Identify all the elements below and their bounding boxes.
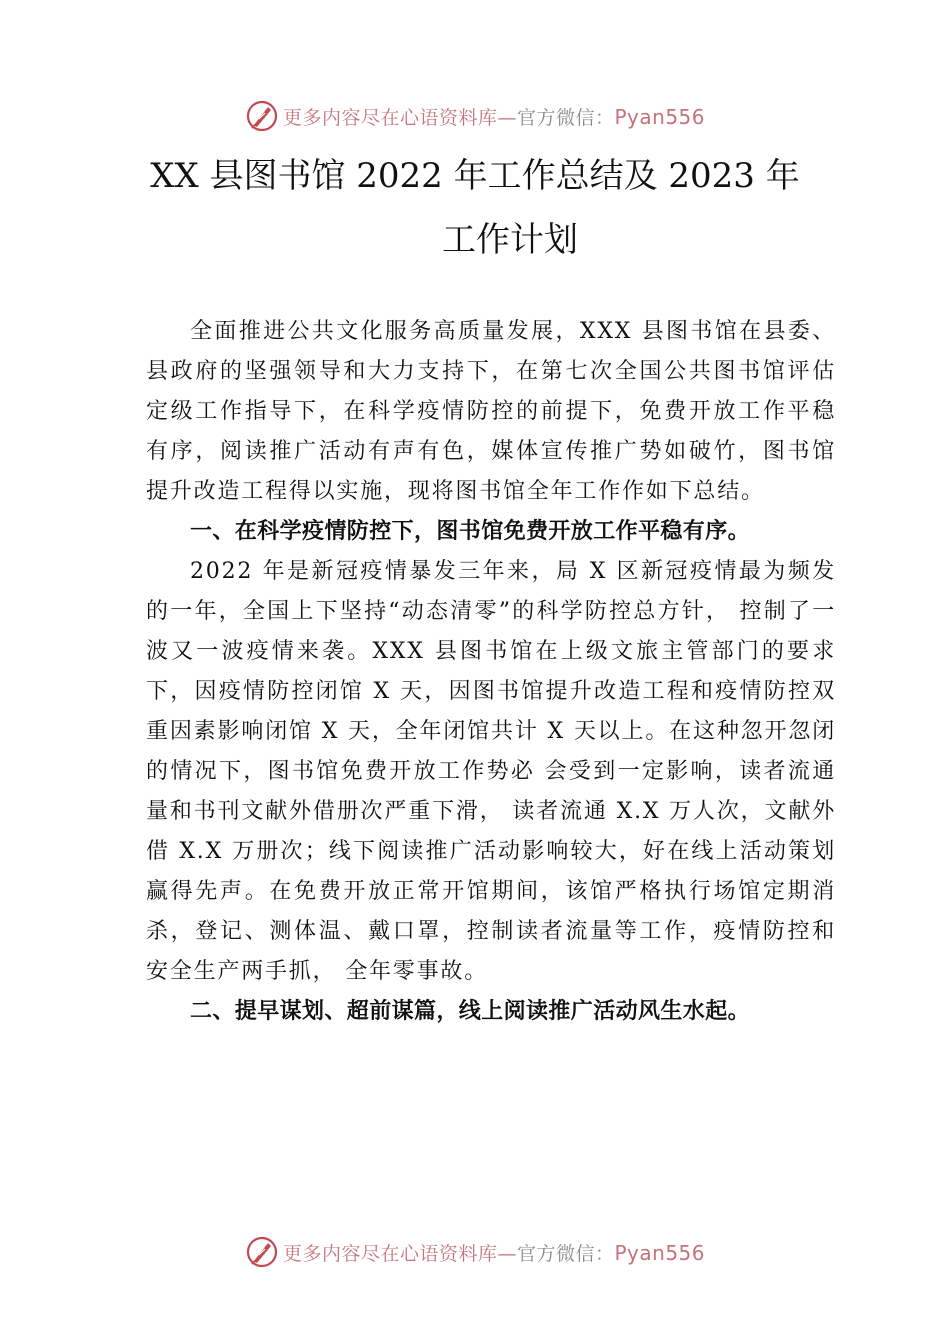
watermark-dash: — (497, 106, 517, 129)
watermark-wechat-id: Pyan556 (614, 1240, 706, 1265)
section-1-heading: 一、在科学疫情防控下，图书馆免费开放工作平稳有序。 (190, 519, 751, 544)
footer-watermark (0, 1232, 950, 1272)
watermark-group (245, 1235, 705, 1269)
watermark-text (283, 103, 705, 130)
watermark-brand: 更多内容尽在心语资料库 (282, 106, 498, 129)
header-watermark (0, 96, 950, 136)
watermark-label: 官方微信： (516, 106, 615, 129)
watermark-label: 官方微信： (516, 1242, 615, 1265)
section-1-paragraph: 2022 年是新冠疫情暴发三年来，局 X 区新冠疫情最为频发的一年，全国上下坚持“动态清零”的科学防控总方针， 控制了一波又一波疫情来袭。XXX 县图书馆在上级文旅主管部门的要求下，因疫情防控闭馆 X 天，因图书馆提升改造工程和疫情防控双重因素影响闭馆 X 天，全年闭馆共计 X 天以上。在这种忽开忽闭的情况下，图书馆免费开放工作势必 会受到一定影响，读者流通量和书刊文献外借册次严重下滑， 读者流通 X.X 万人次，文献外借 X.X 万册次；线下阅读推广活动影响较大，好在线上活动策划赢得先声。在免费开放正常开馆期间，该馆严格执行场馆定期消杀，登记、测体温、戴口罩，控制读者流量等工作，疫情防控和安全生产两手抓， 全年零事故。 (146, 559, 836, 984)
quill-pen-logo-icon (245, 1235, 279, 1269)
document-title-line-2: 工作计划 (442, 220, 578, 260)
section-2-heading: 二、提早谋划、超前谋篇，线上阅读推广活动风生水起。 (190, 999, 751, 1024)
quill-pen-logo-icon (245, 99, 279, 133)
watermark-group (245, 99, 705, 133)
intro-paragraph: 全面推进公共文化服务高质量发展，XXX 县图书馆在县委、县政府的坚强领导和大力支持下，在第七次全国公共图书馆评估定级工作指导下，在科学疫情防控的前提下，免费开放工作平稳有序，阅读推广活动有声有色，媒体宣传推广势如破竹，图书馆提升改造工程得以实施，现将图书馆全年工作作如下总结。 (146, 319, 836, 504)
watermark-dash: — (497, 1242, 517, 1265)
watermark-brand: 更多内容尽在心语资料库 (282, 1242, 498, 1265)
document-title-line-1: XX 县图书馆 2022 年工作总结及 2023 年 (150, 156, 800, 196)
watermark-text (283, 1239, 705, 1266)
watermark-wechat-id: Pyan556 (614, 104, 706, 129)
document-body (146, 312, 836, 1032)
